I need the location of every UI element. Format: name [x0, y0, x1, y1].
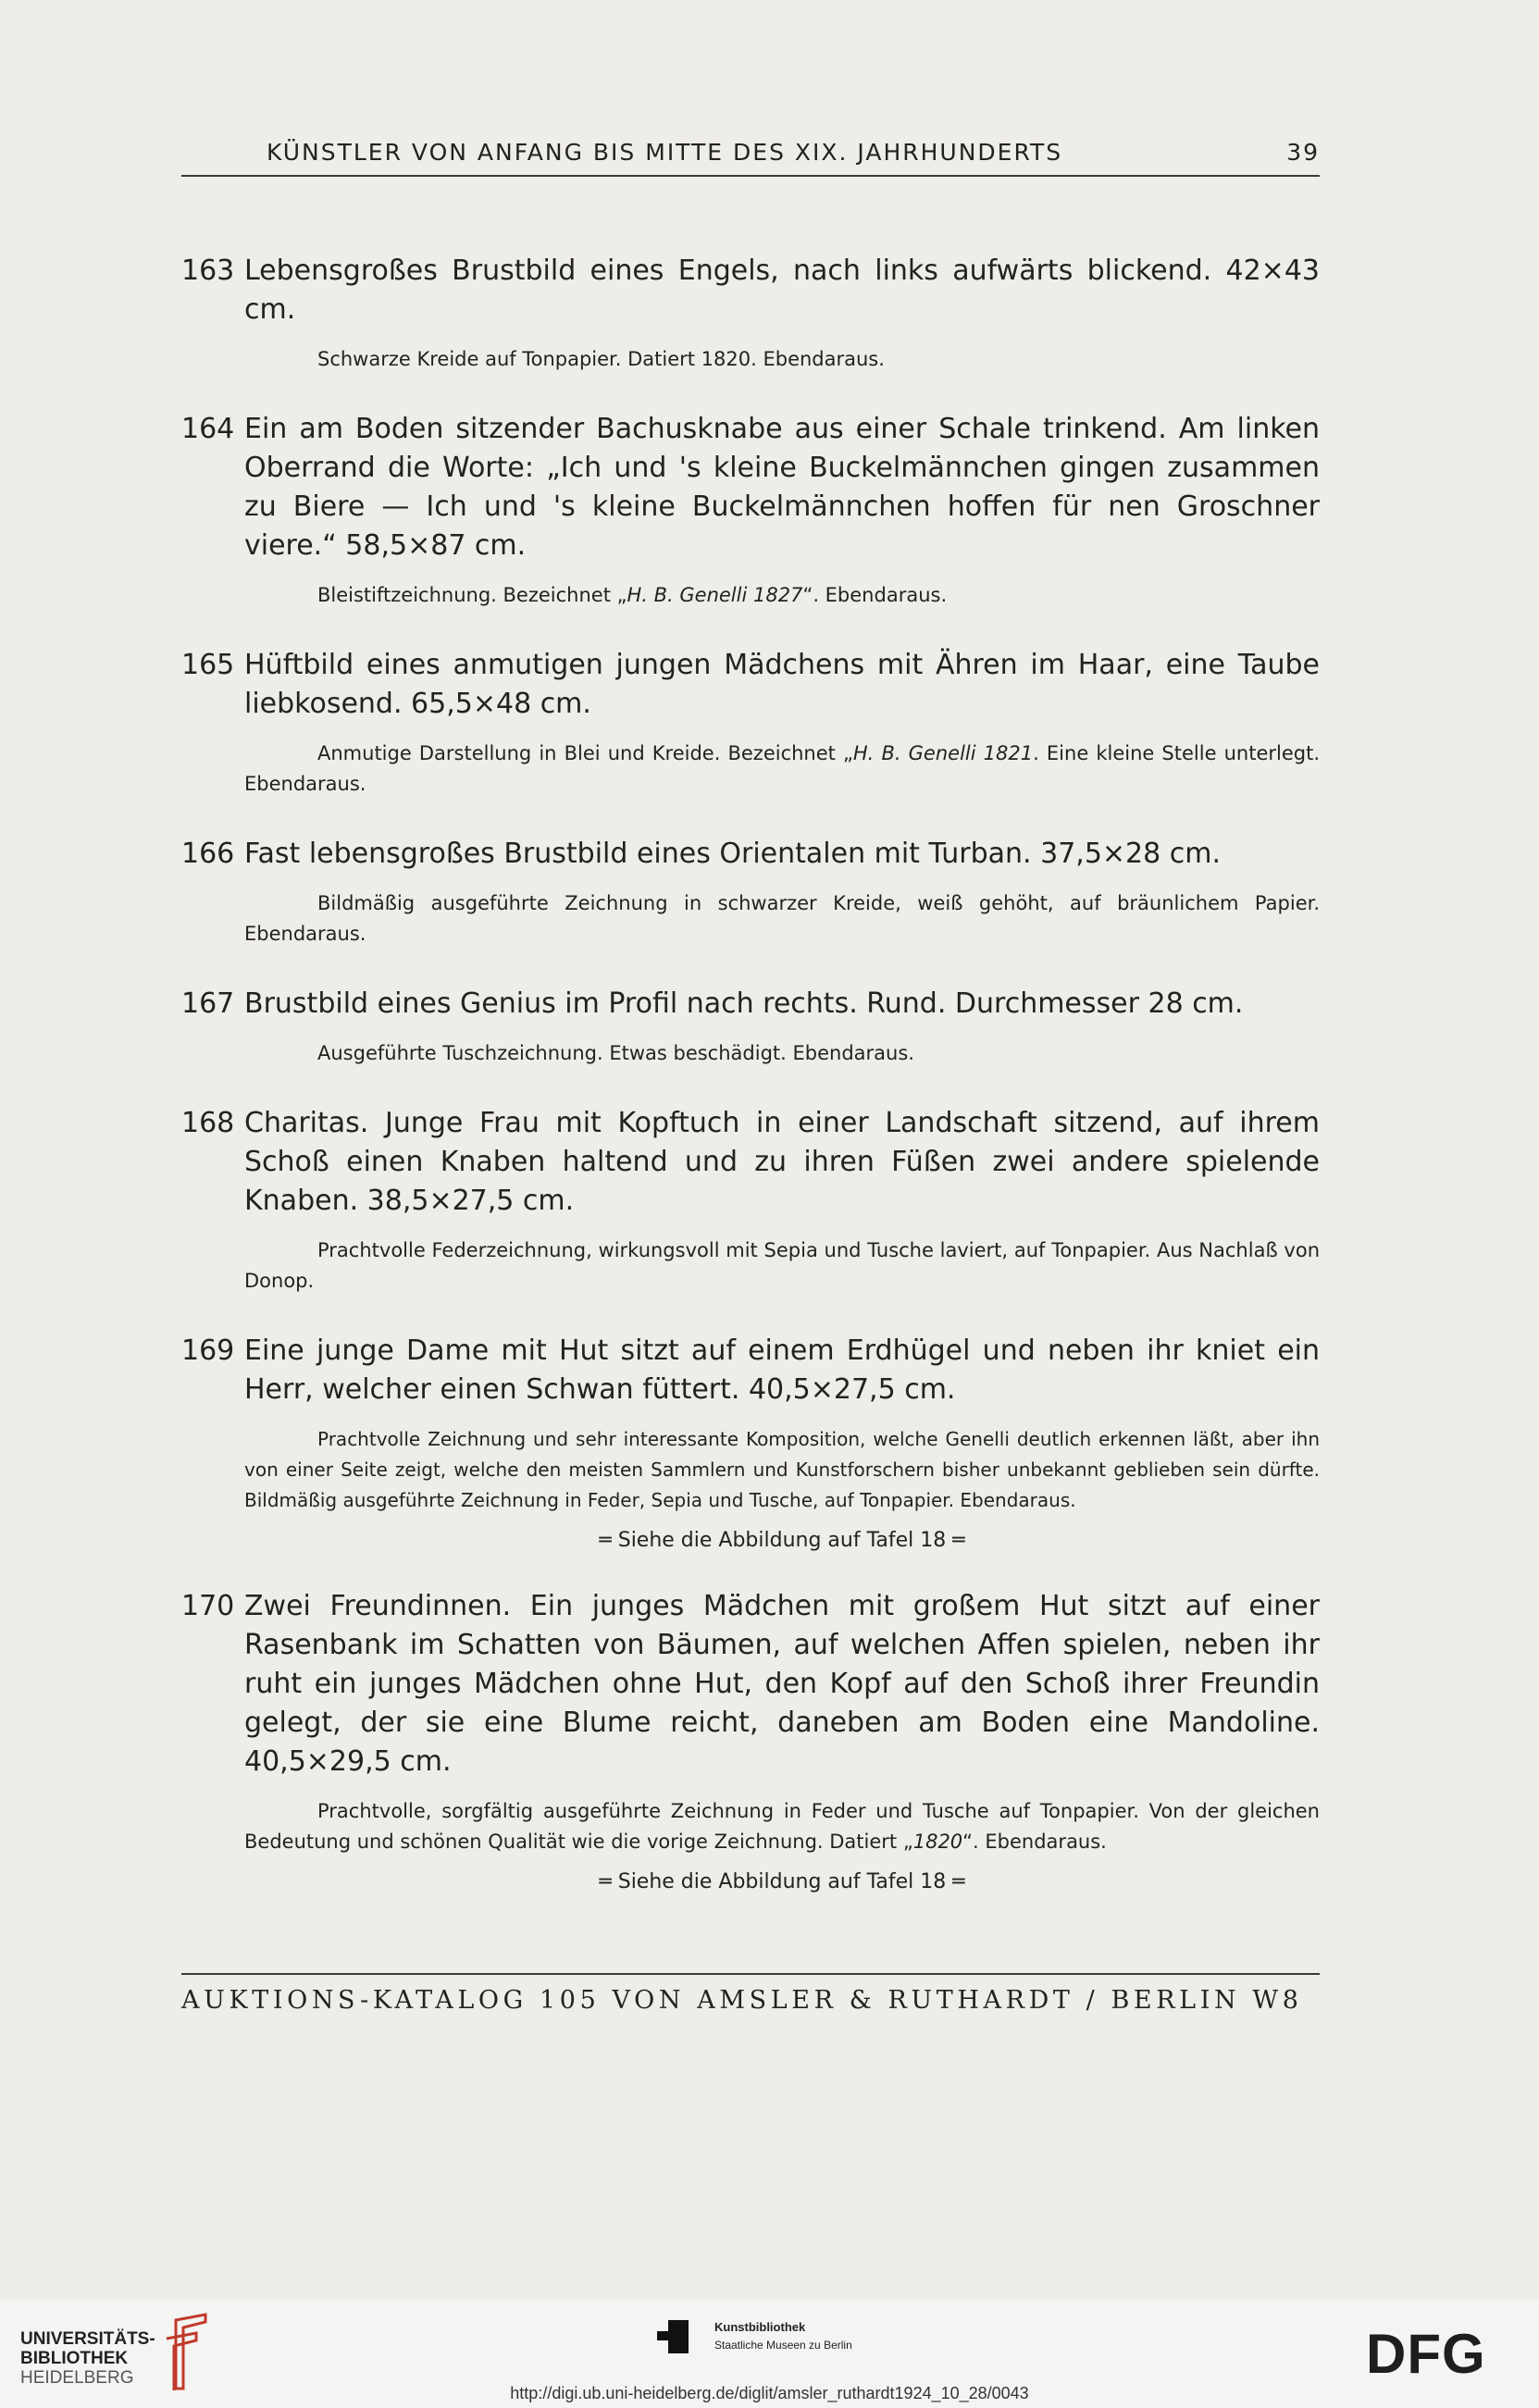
note-signature: H. B. Genelli 1827	[627, 584, 803, 606]
entry-note: Prachtvolle Federzeichnung, wirkungsvoll mit Sepia und Tusche laviert, auf Tonpapier. Aus Nachlaß von Donop.	[244, 1239, 1320, 1292]
note-signature: H. B. Genelli 1821	[852, 742, 1034, 764]
note-text: Anmutige Darstellung in Blei und Kreide. Bezeichnet „	[317, 742, 853, 764]
entry-number: 164	[181, 413, 235, 445]
plate-reference: ═ Siehe die Abbildung auf Tafel 18 ═	[599, 1529, 965, 1552]
entry-text: Eine junge Dame mit Hut sitzt auf einem Erdhügel und neben ihr kniet ein Herr, welcher einen Schwan füttert. 40,5×27,5 cm.	[244, 1334, 1320, 1406]
entry-note: Bildmäßig ausgeführte Zeichnung in schwarzer Kreide, weiß gehöht, auf bräunlichem Papier. Ebendaraus.	[244, 892, 1320, 945]
catalog-entry-163	[181, 252, 1320, 375]
catalog-entry-169	[181, 1332, 1320, 1552]
plate-reference: ═ Siehe die Abbildung auf Tafel 18 ═	[599, 1870, 965, 1893]
library-mark-icon	[159, 2311, 215, 2394]
note-text-end: “. Ebendaraus.	[802, 584, 948, 606]
entry-title	[181, 410, 1320, 565]
entry-text: Brustbild eines Genius im Profil nach rechts. Rund. Durchmesser 28 cm.	[244, 987, 1244, 1020]
dfg-logo[interactable]: DFG	[1366, 2323, 1486, 2385]
running-header	[181, 139, 1320, 177]
entry-number: 167	[181, 987, 235, 1020]
entry-number: 169	[181, 1334, 235, 1367]
entry-title	[181, 985, 1320, 1024]
entry-note	[181, 739, 1320, 800]
catalog-entry-166	[181, 835, 1320, 950]
entry-number: 170	[181, 1590, 235, 1622]
page-number: 39	[1286, 139, 1320, 166]
entry-note: Prachtvolle Zeichnung und sehr interessante Komposition, welche Genelli deutlich erkennen läßt, aber ihn von einer Seite zeigt, welche den meisten Sammlern und Kunstforschern bisher unbekannt geblieben sein dürfte. Bildmäßig ausgeführte Zeichnung in Feder, Sepia und Tusche, auf Tonpapier. Ebendaraus.	[244, 1428, 1320, 1511]
permalink-url[interactable]: http://digi.ub.uni-heidelberg.de/diglit/amsler_ruthardt1924_10_28/0043	[510, 2384, 1029, 2402]
library-line-3: HEIDELBERG	[20, 2368, 134, 2388]
entry-text: Ein am Boden sitzender Bachusknabe aus einer Schale trinkend. Am linken Oberrand die Worte: „Ich und 's kleine Buckelmännchen gingen zusammen zu Biere — Ich und 's kleine Buckelmännchen hoffen für nen Groschner viere.“ 58,5×87 cm.	[244, 413, 1320, 562]
kb-subtitle: Staatliche Museen zu Berlin	[714, 2339, 852, 2352]
entry-text: Hüftbild eines anmutigen jungen Mädchens mit Ähren im Haar, eine Taube liebkosend. 65,5×48 cm.	[244, 649, 1320, 720]
note-text-end: “. Ebendaraus.	[962, 1831, 1107, 1853]
kunstbibliothek-label[interactable]	[714, 2318, 852, 2354]
catalog-entry-170	[181, 1587, 1320, 1893]
header-title: KÜNSTLER VON ANFANG BIS MITTE DES XIX. JAHRHUNDERTS	[267, 139, 1063, 166]
entry-number: 166	[181, 838, 235, 870]
entry-note: Schwarze Kreide auf Tonpapier. Datiert 1820. Ebendaraus.	[317, 348, 885, 370]
entry-title	[181, 835, 1320, 874]
kunstbibliothek-logo-icon	[655, 2316, 701, 2363]
kb-title: Kunstbibliothek	[714, 2320, 806, 2334]
note-text: Prachtvolle, sorgfältig ausgeführte Zeichnung in Feder und Tusche auf Tonpapier. Von der gleichen Bedeutung und schönen Qualität wie die vorige Zeichnung. Datiert „	[244, 1800, 1320, 1853]
entry-note	[181, 580, 1320, 611]
entry-number: 168	[181, 1107, 235, 1139]
note-text-end: . Eine kleine Stelle unterlegt. Ebendaraus.	[244, 742, 1320, 795]
entry-title	[181, 1332, 1320, 1409]
digitization-strip	[0, 2300, 1539, 2408]
catalog-entry-164	[181, 410, 1320, 611]
university-library-logo[interactable]	[20, 2329, 155, 2388]
entry-text: Zwei Freundinnen. Ein junges Mädchen mit großem Hut sitzt auf einer Rasenbank im Schatten von Bäumen, auf welchen Affen spielen, neben ihr ruht ein junges Mädchen ohne Hut, den Kopf auf den Schoß ihrer Freundin gelegt, der sie eine Blume reicht, daneben am Boden eine Mandoline. 40,5×29,5 cm.	[244, 1590, 1320, 1778]
entry-note: Ausgeführte Tuschzeichnung. Etwas beschädigt. Ebendaraus.	[317, 1042, 914, 1064]
catalog-entry-168	[181, 1104, 1320, 1297]
catalog-entries	[181, 252, 1320, 1929]
library-line-2: BIBLIOTHEK	[20, 2349, 129, 2368]
catalog-entry-167	[181, 985, 1320, 1069]
catalog-entry-165	[181, 646, 1320, 800]
library-line-1: UNIVERSITÄTS-	[20, 2329, 155, 2349]
entry-title	[181, 1587, 1320, 1781]
entry-title	[181, 646, 1320, 724]
entry-number: 165	[181, 649, 235, 681]
entry-text: Charitas. Junge Frau mit Kopftuch in einer Landschaft sitzend, auf ihrem Schoß einen Knaben haltend und zu ihren Füßen zwei andere spielende Knaben. 38,5×27,5 cm.	[244, 1107, 1320, 1217]
entry-text: Fast lebensgroßes Brustbild eines Orientalen mit Turban. 37,5×28 cm.	[244, 838, 1222, 870]
catalog-footer: AUKTIONS-KATALOG 105 VON AMSLER & RUTHARDT / BERLIN W8	[181, 1973, 1320, 2015]
entry-note	[181, 1796, 1320, 1857]
entry-title	[181, 1104, 1320, 1221]
entry-title	[181, 252, 1320, 329]
note-date: 1820	[912, 1831, 963, 1853]
entry-text: Lebensgroßes Brustbild eines Engels, nach links aufwärts blickend. 42×43 cm.	[244, 254, 1320, 326]
note-text: Bleistiftzeichnung. Bezeichnet „	[317, 584, 627, 606]
entry-number: 163	[181, 254, 235, 287]
